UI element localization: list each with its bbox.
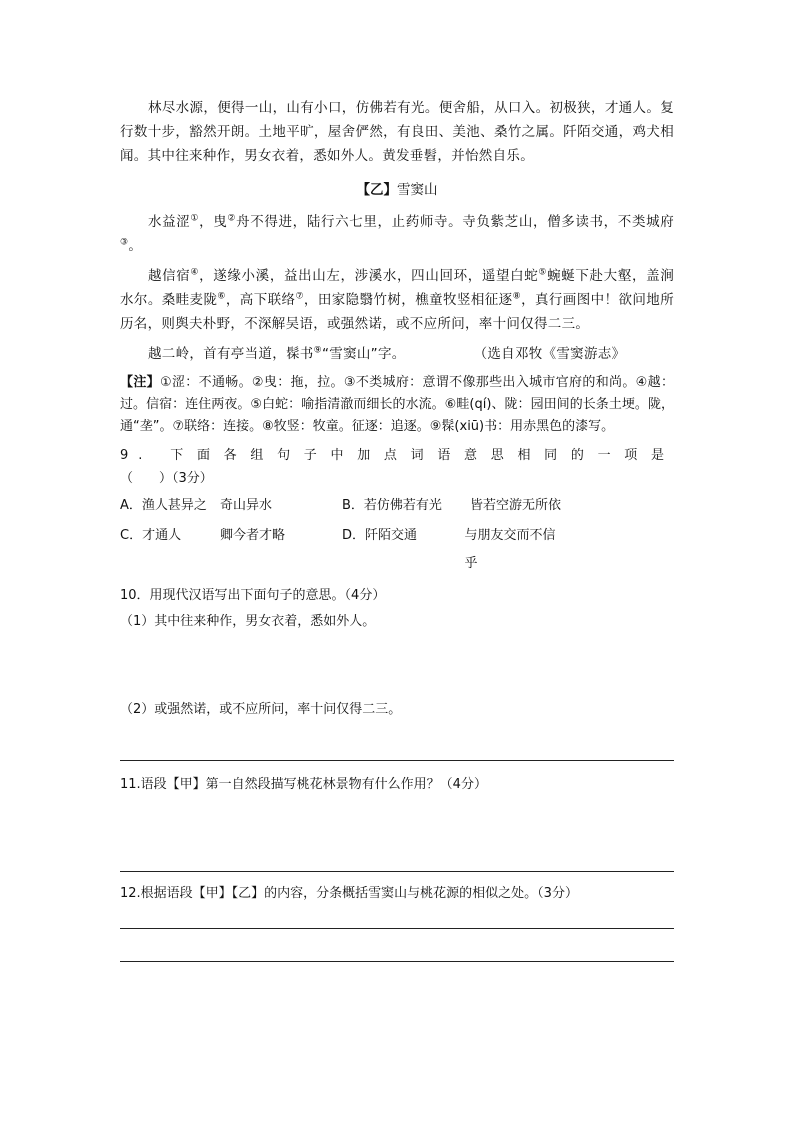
note-label: 【注】 [120,375,160,390]
passage-yi-paragraph-1 [120,210,674,258]
text-run: ，曳 [199,214,228,230]
option-b-second: 皆若空游无所依 [470,498,562,513]
passage-yi-paragraph-2 [120,264,674,336]
question-9-options-row-1 [120,492,674,520]
option-b[interactable] [342,492,564,520]
question-11-stem: 11.语段【甲】第一自然段描写桃花林景物有什么作用？（4分） [120,777,487,792]
title-bracket: 【乙】 [356,182,397,198]
answer-line[interactable] [120,961,674,962]
answer-line[interactable] [120,760,674,761]
note-text: ①涩：不通畅。②曳：拖，拉。③不类城府：意谓不像那些出入城市官府的和尚。④越：过。信宿：连住两夜。⑤白蛇：喻指清澈而细长的水流。⑥畦(qí)、陇：园田间的长条土埂。陇，通“垄”。⑦联络：连接。⑧牧竖：牧童。征逐：追逐。⑨髹(xiū)书：用赤黑色的漆写。 [120,375,674,434]
answer-line[interactable] [120,871,674,872]
answer-space[interactable] [120,797,674,871]
option-a[interactable] [120,492,342,520]
question-9-stem: 9. 下面各组句子中加点词语意思相同的一项是 [120,448,674,463]
answer-space[interactable] [120,722,674,760]
option-c-label: C．才通人 [120,528,182,543]
text-run: ，遂缘小溪，益出山左，涉溪水，四山回环，遥望白蛇 [199,268,539,284]
text-run: ，高下联络 [225,292,296,308]
question-10-stem: 10．用现代汉语写出下面句子的意思。（4分） [120,588,386,603]
annotation-note [120,372,674,438]
answer-space[interactable] [120,929,674,961]
text-run: 舟不得进，陆行六七里，止药师寺。寺负紫芝山，僧多读书，不类城府 [236,214,675,230]
footnote-mark: ⑧ [512,291,522,302]
option-c-second: 卿今者才略 [220,528,286,543]
footnote-mark: ⑦ [295,291,304,302]
footnote-mark: ④ [190,267,200,278]
text-run: “雪窦山”字。 [321,346,406,362]
text-run: 。 [128,238,143,254]
option-d-label: D．阡陌交通 [342,528,418,543]
passage-jia-paragraph: 林尽水源，便得一山，山有小口，仿佛若有光。便舍船，从口入。初极狭，才通人。复行数十步，豁然开朗。土地平旷，屋舍俨然，有良田、美池、桑竹之属。阡陌交通，鸡犬相闻。其中往来种作，男女衣着，悉如外人。黄发垂髫，并怡然自乐。 [120,100,674,164]
question-10-sentence-2: （2）或强然诺，或不应所问，率十问仅得二三。 [120,702,402,717]
question-9-score: （ ）（3分） [120,471,213,486]
question-12-stem: 12.根据语段【甲】【乙】的内容，分条概括雪窦山与桃花源的相似之处。（3分） [120,886,578,901]
option-a-second: 奇山异水 [220,498,273,513]
question-10-sentence-1: （1）其中往来种作，男女衣着，悉如外人。 [120,614,376,629]
option-c[interactable] [120,522,342,578]
option-b-label: B．若仿佛若有光 [342,498,442,513]
answer-space[interactable] [120,634,674,696]
footnote-mark: ⑤ [538,267,548,278]
passage-yi-paragraph-3 [120,342,674,366]
text-run: ，田家隐翳竹树，樵童牧竖相征逐 [303,292,513,308]
page-content [120,96,674,962]
option-d[interactable] [342,522,564,578]
answer-space[interactable] [120,906,674,928]
footnote-mark: ③ [120,237,129,248]
footnote-mark: ② [227,213,237,224]
question-9-options-row-2 [120,522,674,578]
text-run: 水益涩 [148,214,191,230]
passage-source: （选自邓牧《雪窦游志》 [473,346,626,362]
text-run: 蜿蜒下赴大壑，盖涧水尔。桑畦麦陇 [120,268,675,308]
footnote-mark: ⑥ [217,291,226,302]
footnote-mark: ⑨ [313,345,322,356]
text-run: 越二岭，首有亭当道，髹书 [148,346,314,362]
title-text: 雪窦山 [397,182,438,198]
option-d-second: 与朋友交而不信乎 [464,528,556,571]
footnote-mark: ① [190,213,200,224]
option-a-label: A．渔人甚异之 [120,498,207,513]
text-run: 越信宿 [148,268,191,284]
passage-yi-title [120,178,674,202]
text-run: ，真行画图中！欲问地所历名，则舆夫朴野，不深解吴语，或强然诺，或不应所问，率十问仅得二三。 [120,292,674,332]
